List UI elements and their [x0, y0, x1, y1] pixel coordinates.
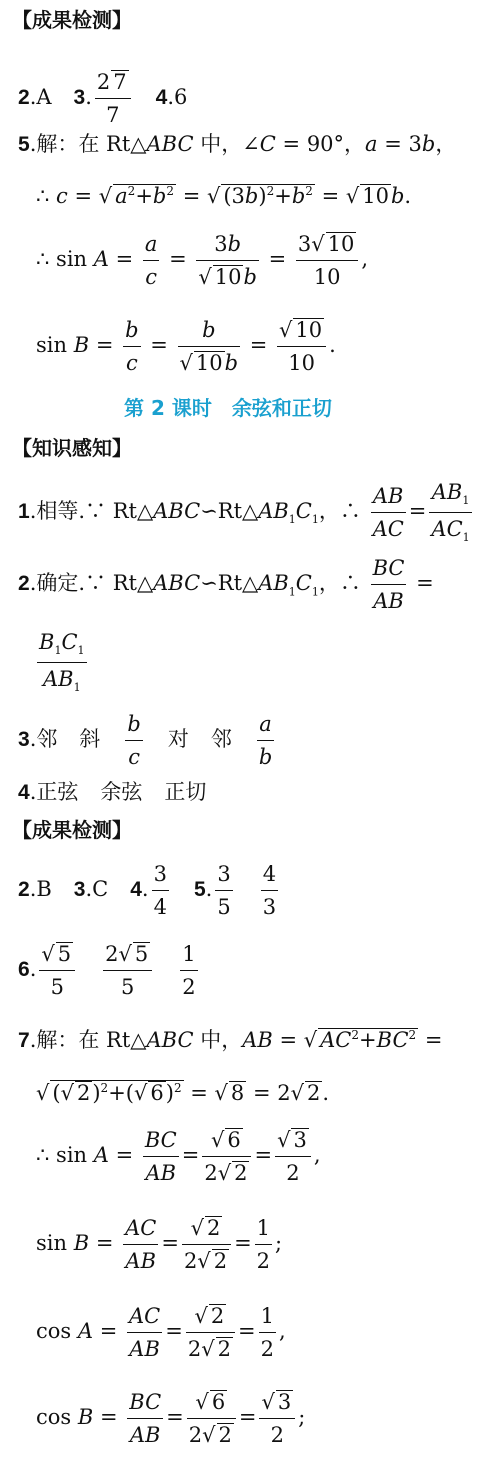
- answer-7-cosA: cos A = $\frac{AC}{AB}$ = $\frac{√ 2}{2√ 2}$ = $\frac{1}{2}$ ,: [36, 1304, 286, 1362]
- section-heading-results-2: 【成果检测】: [12, 818, 132, 842]
- lesson-title: 第 2 课时 余弦和正切: [124, 396, 332, 420]
- knowledge-3: 3.邻 斜 $\frac{b}{c}$ 对 邻 $\frac{a}{b}$: [18, 712, 273, 770]
- knowledge-2: 2.确定.∵ $Rt\triangle ABC∽Rt\triangle AB_1C_1$，∴ $\frac{BC}{AB}$ =: [18, 556, 434, 614]
- knowledge-4: 4.正弦 余弦 正切: [18, 780, 207, 804]
- answer-7-head: 7.解：在 Rt△ABC 中，AB = √ $AC^2+BC^2$ =: [18, 1028, 443, 1052]
- answer-5-sinB: sin B = $\frac{b}{c}$ = $\frac{b}{√ 10b}$ = $\frac{√ 10}{10}$ .: [36, 318, 336, 376]
- section-heading-knowledge: 【知识感知】: [12, 436, 132, 460]
- section-heading-results: 【成果检测】: [12, 8, 132, 32]
- answer-7-line2: √ (√ 2)$^2$+(√ 6)$^2$ = √ 8 = 2√ 2.: [36, 1081, 330, 1105]
- answers-2-5: 2.B 3.C 4. $\frac{3}{4}$ 5. $\frac{3}{5}$ $\frac{4}{3}$: [18, 862, 277, 920]
- answer-6: 6. $\frac{√ 5}{5}$ $\frac{2√ 5}{5}$ $\frac{1}{2}$: [18, 942, 196, 1000]
- answer-7-cosB: cos B = $\frac{BC}{AB}$ = $\frac{√ 6}{2√ 2}$ = $\frac{√ 3}{2}$ ;: [36, 1390, 306, 1448]
- knowledge-1: 1.相等.∵ $Rt\triangle ABC∽Rt\triangle AB_1C_1$，∴ $\frac{AB}{AC}$ = $\frac{AB_1}{AC_1}$: [18, 480, 470, 545]
- answer-7-sinB: sin B = $\frac{AC}{AB}$ = $\frac{√ 2}{2√ 2}$ = $\frac{1}{2}$ ;: [36, 1216, 283, 1274]
- answer-2-4: 2.A 3. $\frac{2 7}{7}$ 4.6: [18, 70, 188, 128]
- answer-7-sinA: ∴ sin A = $\frac{BC}{AB}$ = $\frac{√ 6}{2√ 2}$ = $\frac{√ 3}{2}$ ,: [36, 1128, 321, 1186]
- answer-5-head: 5.解：在 Rt△ABC 中，∠C = 90°，a = 3b，: [18, 132, 457, 156]
- answer-5-c: ∴ c = √ $a^2+b^2$ = √ $(3b)^2+b^2$ = √ 10b.: [36, 184, 412, 208]
- knowledge-2-frac: $\frac{B_1C_1}{AB_1}$: [39, 630, 85, 695]
- answer-5-sinA: ∴ sin A = $\frac{a}{c}$ = $\frac{3b}{√ 10b}$ = $\frac{3√ 10}{10}$ ,: [36, 232, 369, 290]
